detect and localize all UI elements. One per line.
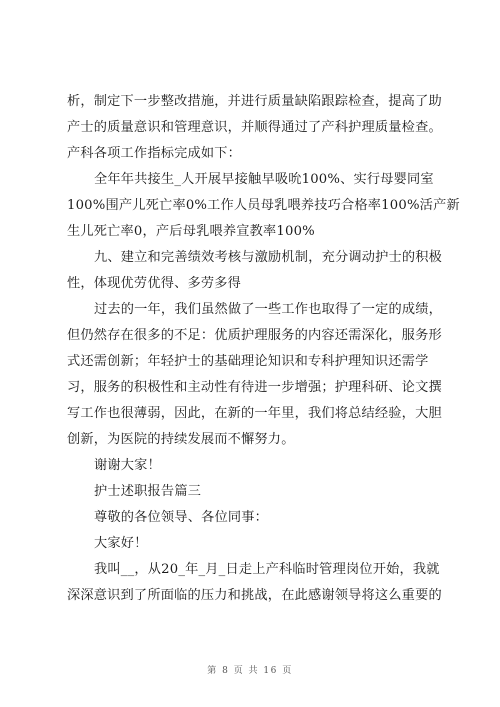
text-line: 深深意识到了所面临的压力和挑战，在此感谢领导将这么重要的 (67, 588, 442, 603)
text-line: 生儿死亡率0，产后母乳喂养宣教率100% (67, 224, 315, 239)
text-line: 创新，为医院的持续发展而不懈努力。 (67, 432, 295, 447)
salutation: 尊敬的各位领导、各位同事： (94, 510, 269, 525)
text-line: 习，服务的积极性和主动性有待进一步增强；护理科研、论文撰 (67, 380, 442, 395)
text-line: 产士的质量意识和管理意识，并顺得通过了产科护理质量检查。 (67, 120, 442, 135)
greeting: 大家好！ (94, 536, 148, 551)
text-line: 但仍然存在很多的不足：优质护理服务的内容还需深化，服务形 (67, 328, 442, 343)
text-line: 全年年共接生_人开展早接触早吸吮100%、实行母婴同室 (94, 172, 434, 187)
text-line: 过去的一年，我们虽然做了一些工作也取得了一定的成绩， (94, 302, 443, 317)
text-line: 九、建立和完善绩效考核与激励机制，充分调动护士的积极 (94, 250, 443, 265)
text-line: 产科各项工作指标完成如下： (67, 146, 242, 161)
text-line: 100%围产儿死亡率0%工作人员母乳喂养技巧合格率100%活产新 (67, 198, 460, 213)
page-footer: 第 8 页 共 16 页 (207, 666, 293, 676)
text-line: 我叫__，从20_年_月_日走上产科临时管理岗位开始，我就 (94, 562, 440, 577)
text-line: 写工作也很薄弱，因此，在新的一年里，我们将总结经验，大胆 (67, 406, 442, 421)
text-line: 谢谢大家！ (94, 458, 161, 473)
text-line: 析，制定下一步整改措施，并进行质量缺陷跟踪检查，提高了助 (67, 94, 442, 109)
text-line: 式还需创新；年轻护士的基础理论知识和专科护理知识还需学 (67, 354, 429, 369)
text-line: 性，体现优劳优得、多劳多得 (67, 276, 242, 291)
section-heading: 护士述职报告篇三 (94, 484, 202, 499)
